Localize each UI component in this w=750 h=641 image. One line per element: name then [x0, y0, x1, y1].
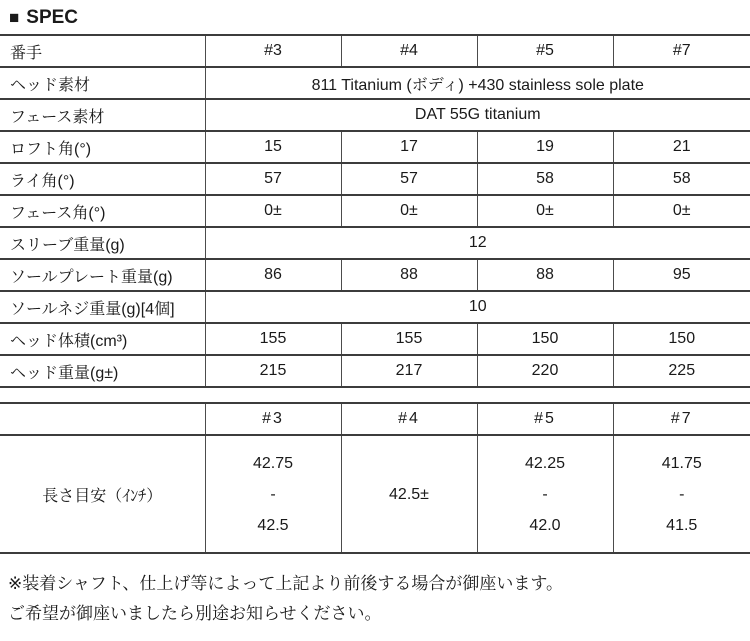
- cell-value: 155: [341, 323, 477, 355]
- cell-value: 0±: [205, 195, 341, 227]
- length-line: -: [542, 485, 548, 503]
- length-cell: [477, 435, 613, 553]
- table-row-head-material: [0, 67, 750, 99]
- table-row-head-weight: [0, 355, 750, 387]
- length-line: 42.5±: [389, 485, 429, 503]
- cell-value: 57: [341, 163, 477, 195]
- cell-span-value: 10: [205, 291, 750, 323]
- cell-value: 0±: [341, 195, 477, 227]
- corner-cell: [0, 403, 205, 435]
- length-cell: [205, 435, 341, 553]
- spec-title-label: SPEC: [26, 7, 79, 28]
- row-label: ヘッド素材: [0, 67, 205, 99]
- table-row-sole-plate-weight: [0, 259, 750, 291]
- column-header: #7: [613, 403, 750, 435]
- footnote: [0, 569, 750, 629]
- spec-table: [0, 34, 750, 388]
- black-square-icon: ■: [9, 8, 20, 27]
- table-row-sole-screw-weight: [0, 291, 750, 323]
- cell-value: 155: [205, 323, 341, 355]
- row-label: ヘッド体積(cm³): [0, 323, 205, 355]
- row-label: ライ角(°): [0, 163, 205, 195]
- table-row-face-material: [0, 99, 750, 131]
- cell-value: 19: [477, 131, 613, 163]
- length-line: 42.75: [252, 454, 294, 472]
- column-header: #3: [205, 403, 341, 435]
- footnote-line-1: ※装着シャフト、仕上げ等によって上記より前後する場合が御座います。: [8, 574, 564, 593]
- table-row-sleeve-weight: [0, 227, 750, 259]
- cell-value: #5: [477, 35, 613, 67]
- cell-value: 15: [205, 131, 341, 163]
- row-label: ヘッド重量(g±): [0, 355, 205, 387]
- length-cell: [613, 435, 750, 553]
- length-line: 41.75: [661, 454, 702, 472]
- cell-value: #4: [341, 35, 477, 67]
- cell-value: 220: [477, 355, 613, 387]
- cell-value: 150: [613, 323, 750, 355]
- spec-section-title: [0, 0, 750, 30]
- length-line: -: [679, 485, 685, 503]
- cell-value: #7: [613, 35, 750, 67]
- length-line: 42.0: [529, 516, 561, 534]
- row-label: スリーブ重量(g): [0, 227, 205, 259]
- length-table-header-row: [0, 403, 750, 435]
- cell-span-value: DAT 55G titanium: [205, 99, 750, 131]
- cell-value: 225: [613, 355, 750, 387]
- footnote-line-2: ご希望が御座いましたら別途お知らせください。: [8, 604, 382, 623]
- row-label: 番手: [0, 35, 205, 67]
- row-label: ソールネジ重量(g)[4個]: [0, 291, 205, 323]
- cell-value: 88: [341, 259, 477, 291]
- cell-value: #3: [205, 35, 341, 67]
- row-label: 長さ目安（ｲﾝﾁ）: [0, 435, 205, 553]
- length-table: [0, 402, 750, 554]
- length-line: 42.25: [524, 454, 566, 472]
- row-label: ロフト角(°): [0, 131, 205, 163]
- cell-span-value: 12: [205, 227, 750, 259]
- length-cell: [341, 435, 477, 553]
- table-row-face-angle: [0, 195, 750, 227]
- table-row-length-guide: [0, 435, 750, 553]
- column-header: #5: [477, 403, 613, 435]
- cell-value: 95: [613, 259, 750, 291]
- column-header: #4: [341, 403, 477, 435]
- row-label: フェース角(°): [0, 195, 205, 227]
- cell-value: 0±: [613, 195, 750, 227]
- cell-value: 57: [205, 163, 341, 195]
- cell-value: 58: [477, 163, 613, 195]
- cell-value: 58: [613, 163, 750, 195]
- cell-span-value: 811 Titanium (ボディ) +430 stainless sole plate: [205, 67, 750, 99]
- cell-value: 21: [613, 131, 750, 163]
- table-row-loft-angle: [0, 131, 750, 163]
- cell-value: 86: [205, 259, 341, 291]
- cell-value: 217: [341, 355, 477, 387]
- table-row-club-number: [0, 35, 750, 67]
- length-line: -: [270, 485, 276, 503]
- table-row-head-volume: [0, 323, 750, 355]
- cell-value: 17: [341, 131, 477, 163]
- cell-value: 150: [477, 323, 613, 355]
- cell-value: 88: [477, 259, 613, 291]
- cell-value: 0±: [477, 195, 613, 227]
- table-row-lie-angle: [0, 163, 750, 195]
- row-label: ソールプレート重量(g): [0, 259, 205, 291]
- cell-value: 215: [205, 355, 341, 387]
- row-label: フェース素材: [0, 99, 205, 131]
- length-line: 41.5: [666, 516, 698, 534]
- length-line: 42.5: [257, 516, 289, 534]
